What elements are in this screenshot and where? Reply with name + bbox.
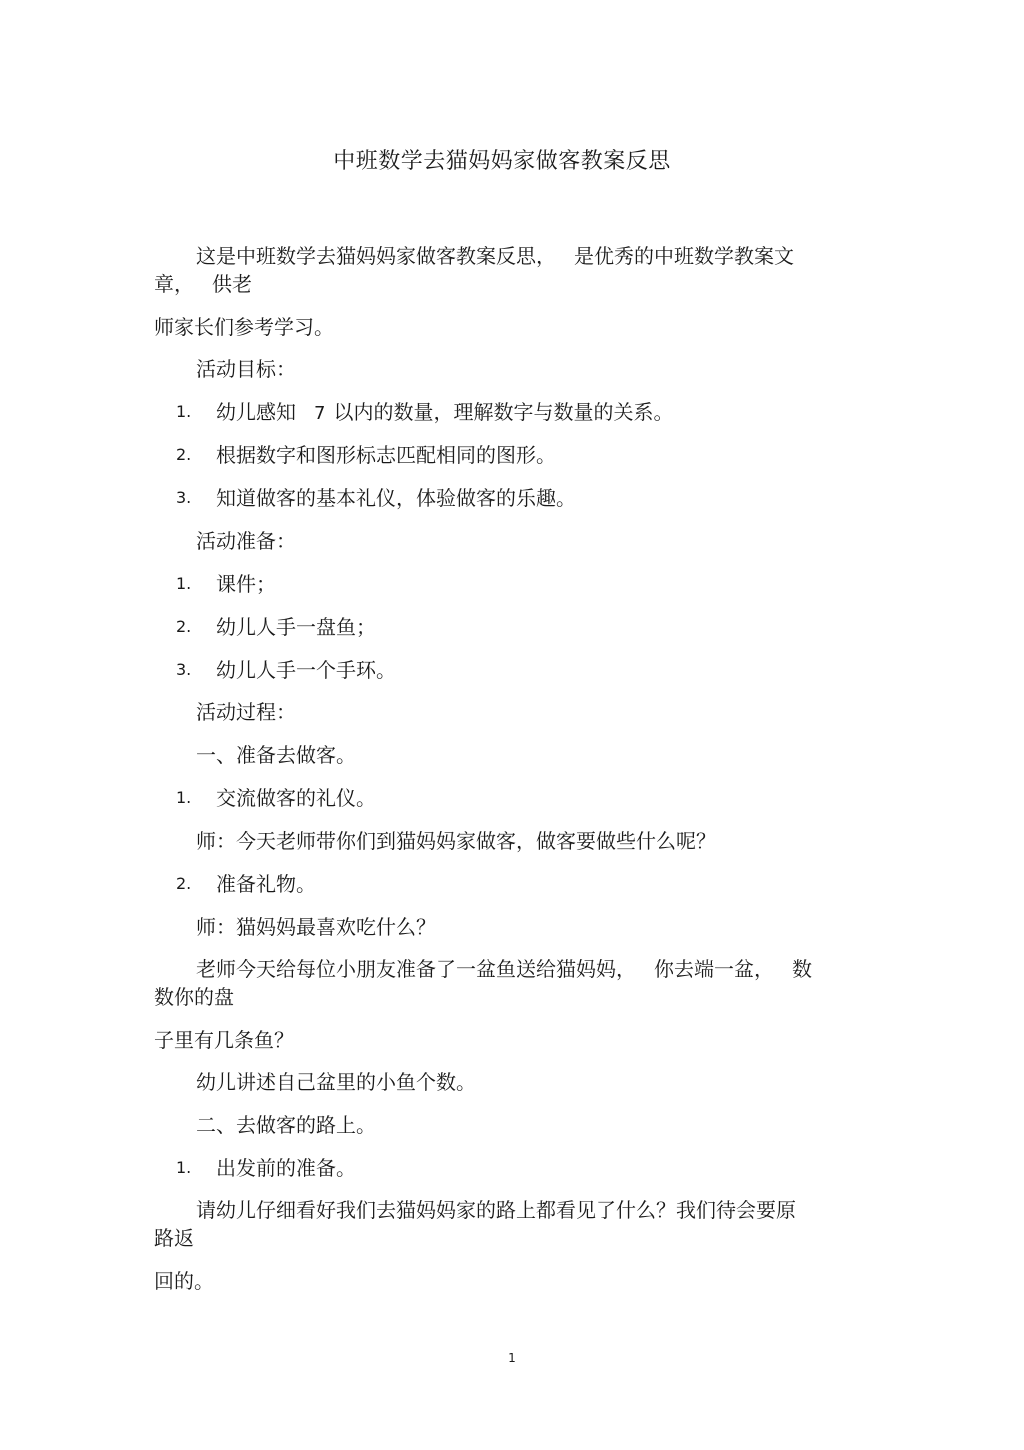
intro-text-1b: 是优秀的中班数学教案文: [574, 244, 794, 268]
prep-heading: 活动准备：: [196, 529, 296, 553]
children-tell-line: 幼儿讲述自己盆里的小鱼个数。: [196, 1070, 476, 1094]
prep-number-2: 2.: [176, 617, 192, 636]
goal-text-1-pre: 幼儿感知: [216, 400, 296, 424]
goal-text-1-post: 以内的数量，理解数字与数量的关系。: [333, 400, 674, 424]
process-part-2: 二、去做客的路上。: [196, 1113, 376, 1137]
page-title: 中班数学去猫妈妈家做客教案反思: [333, 149, 671, 174]
fish-paragraph-line-1: [196, 955, 812, 983]
prep-number-3: 3.: [176, 660, 192, 679]
fish-text-b: 你去端一盆，: [654, 957, 774, 981]
intro-line-1: [196, 242, 794, 270]
process-step-number-1: 1.: [176, 788, 192, 807]
goal-text-3: 知道做客的基本礼仪，体验做客的乐趣。: [216, 486, 576, 510]
prep-text-3: 幼儿人手一个手环。: [216, 658, 396, 682]
process-step-text-1: 交流做客的礼仪。: [216, 786, 376, 810]
process-heading: 活动过程：: [196, 700, 296, 724]
process-step-text-3: 出发前的准备。: [216, 1156, 356, 1180]
intro-text-1a: 这是中班数学去猫妈妈家做客教案反思，: [196, 244, 556, 268]
fish-text-c: 数: [792, 957, 812, 981]
intro-line-3: 师家长们参考学习。: [154, 315, 334, 339]
road-paragraph-line-2: 路返: [154, 1226, 194, 1250]
page-number: 1: [508, 1351, 516, 1365]
teacher-line-2: 师：猫妈妈最喜欢吃什么？: [196, 915, 436, 939]
fish-text-a: 老师今天给每位小朋友准备了一盆鱼送给猫妈妈，: [196, 957, 636, 981]
teacher-line-1: 师：今天老师带你们到猫妈妈家做客，做客要做些什么呢？: [196, 829, 716, 853]
process-step-number-2: 2.: [176, 874, 192, 893]
fish-paragraph-line-2: 数你的盘: [154, 985, 234, 1009]
goal-number-3: 3.: [176, 488, 192, 507]
goal-text-2: 根据数字和图形标志匹配相同的图形。: [216, 443, 556, 467]
prep-number-1: 1.: [176, 574, 192, 593]
goals-heading: 活动目标：: [196, 357, 296, 381]
prep-text-2: 幼儿人手一盘鱼；: [216, 615, 376, 639]
fish-paragraph-line-3: 子里有几条鱼？: [154, 1028, 294, 1052]
road-paragraph-line-3: 回的。: [154, 1269, 214, 1293]
intro-text-2a: 章，: [154, 272, 194, 296]
goal-text-1-digit: 7: [314, 403, 326, 424]
process-part-1: 一、准备去做客。: [196, 743, 356, 767]
road-paragraph-line-1: 请幼儿仔细看好我们去猫妈妈家的路上都看见了什么？我们待会要原: [196, 1198, 796, 1222]
intro-line-2: [154, 270, 252, 298]
goal-number-1: 1.: [176, 402, 192, 421]
process-step-text-2: 准备礼物。: [216, 872, 316, 896]
goal-number-2: 2.: [176, 445, 192, 464]
intro-text-2b: 供老: [212, 272, 252, 296]
goal-text-1: [216, 398, 673, 428]
process-step-number-3: 1.: [176, 1158, 192, 1177]
prep-text-1: 课件；: [216, 572, 276, 596]
